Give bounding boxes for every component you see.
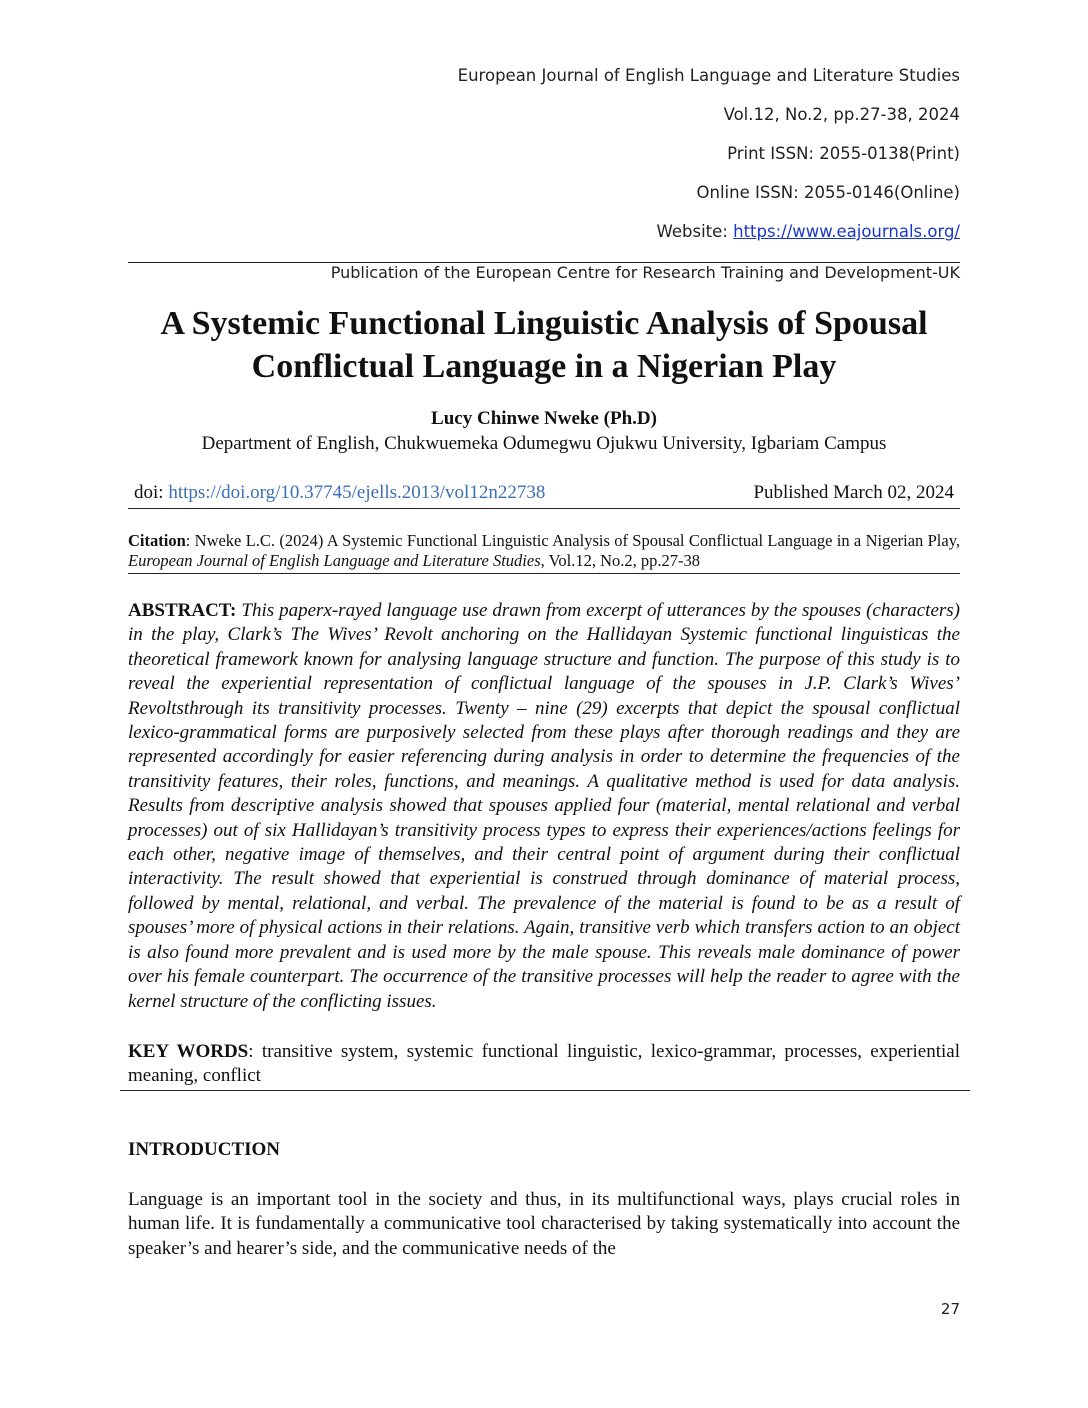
journal-volume: Vol.12, No.2, pp.27-38, 2024 xyxy=(723,105,960,124)
author-name: Lucy Chinwe Nweke (Ph.D) xyxy=(431,408,657,429)
citation-journal: European Journal of English Language and Literature Studies xyxy=(128,551,541,570)
abstract-label: ABSTRACT: xyxy=(128,600,237,621)
citation-text: : Nweke L.C. (2024) A Systemic Functional Linguistic Analysis of Spousal Conflictual Language in a Nigerian Play, xyxy=(185,531,960,550)
journal-header xyxy=(458,62,960,257)
publisher-line xyxy=(128,262,960,285)
website-label: Website: xyxy=(656,222,734,241)
keywords-text: : transitive system, systemic functional linguistic, lexico-grammar, processes, experiential meaning, conflict xyxy=(128,1041,960,1086)
introduction-body: Language is an important tool in the society and thus, in its multifunctional ways, plays crucial roles in human life. It is fundamentally a communicative tool characterised by taking systematically into account the speaker’s and hearer’s side, and the communicative needs of the xyxy=(128,1189,960,1259)
introduction-heading: INTRODUCTION xyxy=(128,1139,281,1160)
published-date: Published March 02, 2024 xyxy=(753,482,954,503)
author-affiliation: Department of English, Chukwuemeka Odumegwu Ojukwu University, Igbariam Campus xyxy=(201,433,887,454)
online-issn: Online ISSN: 2055-0146(Online) xyxy=(696,183,960,202)
doi-line xyxy=(134,482,545,504)
publisher-text: Publication of the European Centre for Research Training and Development-UK xyxy=(330,263,960,282)
abstract-block xyxy=(128,599,960,1014)
doi-link[interactable]: https://doi.org/10.37745/ejells.2013/vol12n22738 xyxy=(168,482,546,503)
page-number: 27 xyxy=(940,1300,960,1318)
website-link[interactable]: https://www.eajournals.org/ xyxy=(733,222,960,241)
paper-title: A Systemic Functional Linguistic Analysis of Spousal Conflictual Language in a Nigerian Play xyxy=(160,305,928,385)
citation-block xyxy=(128,531,960,574)
keywords-block xyxy=(120,1040,970,1091)
doi-label: doi: xyxy=(134,482,169,503)
citation-volume: , Vol.12, No.2, pp.27-38 xyxy=(540,551,701,570)
keywords-label: KEY WORDS xyxy=(128,1041,249,1062)
doi-row xyxy=(128,482,960,509)
print-issn: Print ISSN: 2055-0138(Print) xyxy=(727,144,960,163)
website-line xyxy=(458,218,960,257)
abstract-text: This paperx-rayed language use drawn from excerpt of utterances by the spouses (characters) in the play, Clark’s The Wives’ Revolt anchoring on the Hallidayan Systemic functional linguisticas the theoretical framework known for analysing language structure and function. The purpose of this study is to reveal the experiential representation of conflictual language of the spouses in J.P. Clark’s Wives’ Revoltsthrough its transitivity processes. Twenty – nine (29) excerpts that depict the spousal conflictual lexico-grammatical forms are purposively selected from these plays after thorough readings and they are represented accordingly for easier referencing during analysis in order to determine the frequencies of the transitivity features, their roles, functions, and meanings. A qualitative method is used for data analysis. Results from descriptive analysis showed that spouses applied four (material, mental relational and verbal processes) out of six Hallidayan’s transitivity process types to express their experiences/actions feelings for each other, negative image of themselves, and their central point of argument during their conflictual interactivity. The result showed that experiential is construed through dominance of material process, followed by mental, relational, and verbal. The prevalence of the material is found to be as a result of spouses’ more of physical actions in their relations. Again, transitive verb which transfers action to an object is also found more prevalent and is used more by the male spouse. This reveals male dominance of power over his female counterpart. The occurrence of the transitive processes will help the reader to agree with the kernel structure of the conflicting issues. xyxy=(128,600,961,1012)
journal-name: European Journal of English Language and Literature Studies xyxy=(457,66,960,85)
citation-label: Citation xyxy=(128,531,186,550)
